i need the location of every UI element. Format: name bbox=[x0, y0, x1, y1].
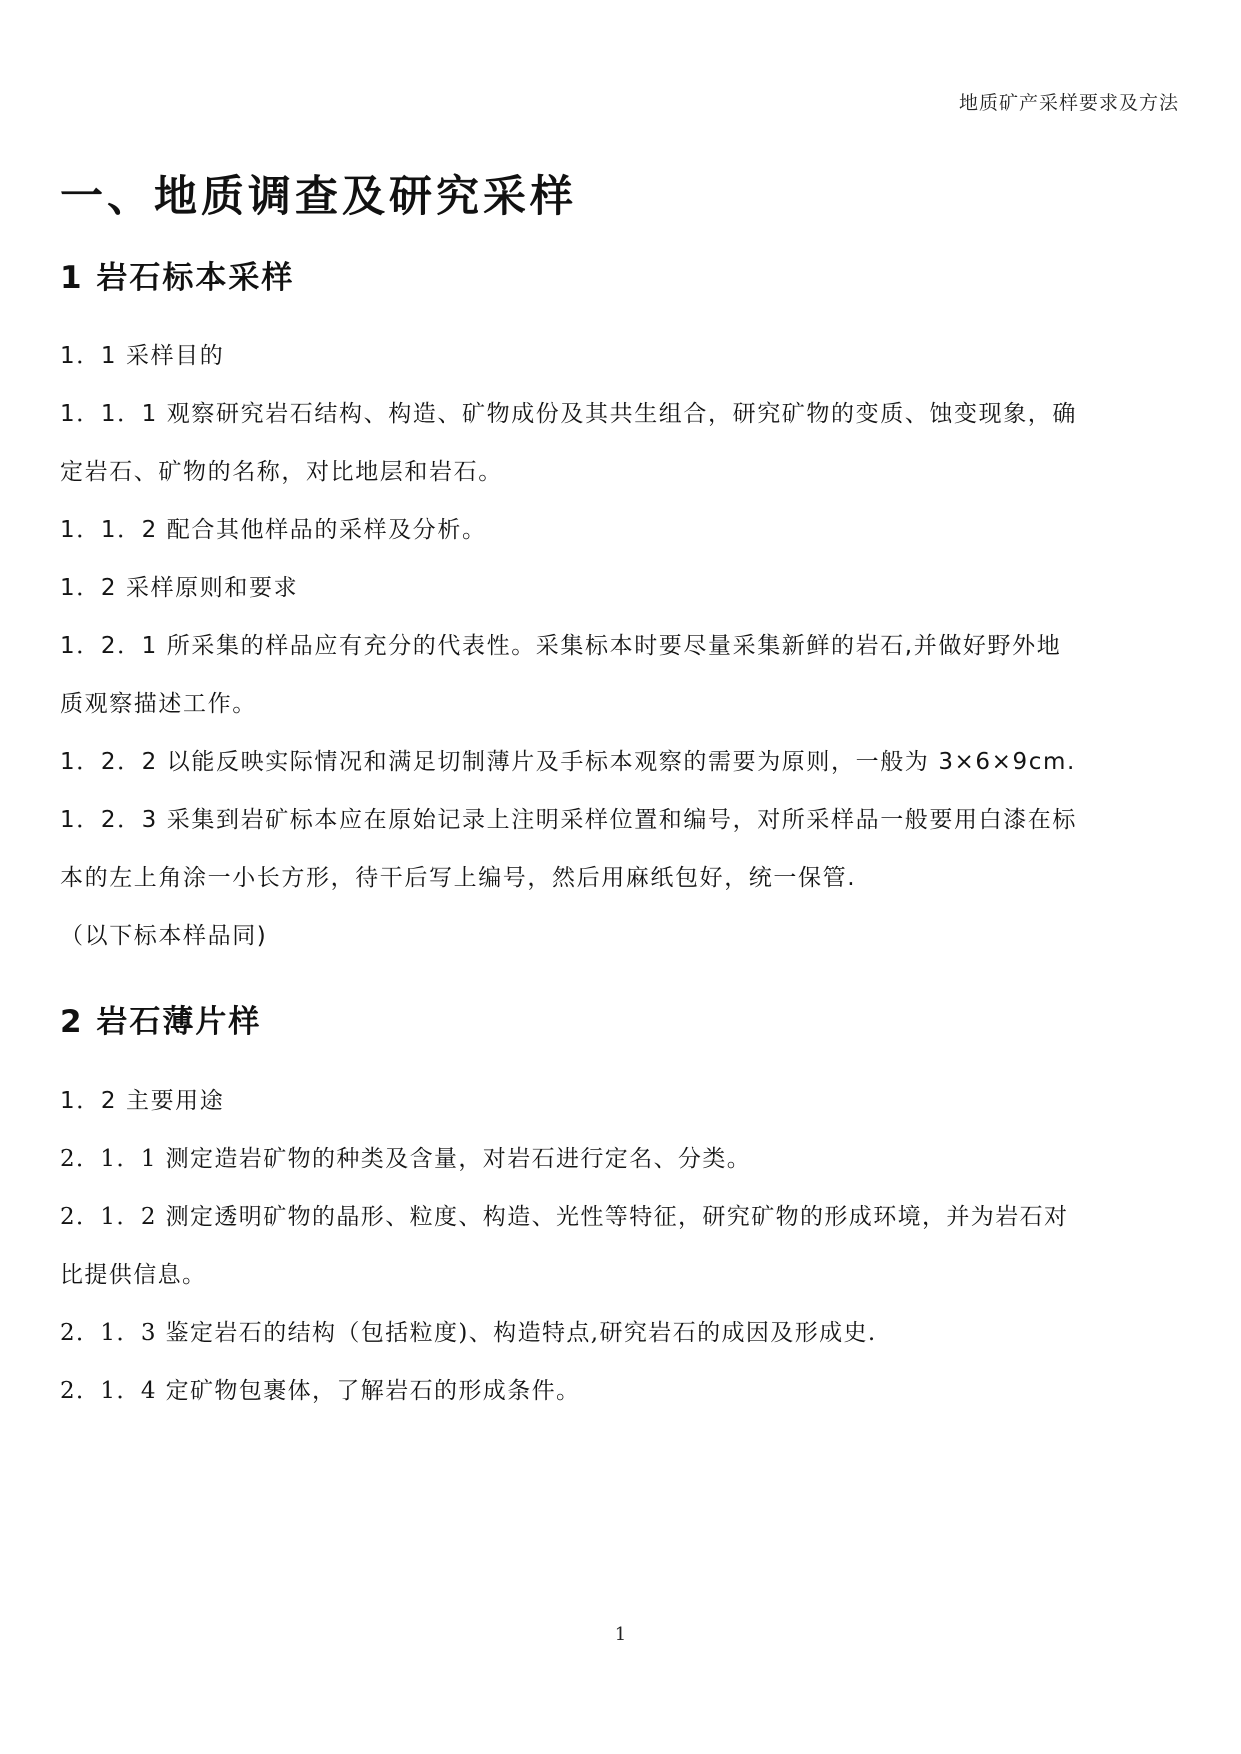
paragraph-line: 2．1．2 测定透明矿物的晶形、粒度、构造、光性等特征，研究矿物的形成环境，并为岩石对 bbox=[60, 1204, 1069, 1230]
paragraph-line: 1．1 采样目的 bbox=[60, 343, 225, 369]
paragraph-line: 1．2．2 以能反映实际情况和满足切制薄片及手标本观察的需要为原则，一般为 3×6×9cm. bbox=[60, 749, 1076, 775]
section-heading-thin-section: 2 岩石薄片样 bbox=[60, 1004, 262, 1040]
paragraph-line: 本的左上角涂一小长方形，待干后写上编号，然后用麻纸包好，统一保管. bbox=[60, 865, 857, 891]
running-header: 地质矿产采样要求及方法 bbox=[958, 92, 1179, 114]
paragraph-line: 2．1．3 鉴定岩石的结构（包括粒度)、构造特点,研究岩石的成因及形成史. bbox=[60, 1320, 877, 1346]
paragraph-line: 1．1．1 观察研究岩石结构、构造、矿物成份及其共生组合，研究矿物的变质、蚀变现象，确 bbox=[60, 401, 1078, 427]
paragraph-line: 1．2．3 采集到岩矿标本应在原始记录上注明采样位置和编号，对所采样品一般要用白漆在标 bbox=[60, 807, 1078, 833]
paragraph-line: 1．2 采样原则和要求 bbox=[60, 575, 299, 601]
paragraph-line: （以下标本样品同) bbox=[60, 923, 268, 949]
paragraph-line: 质观察描述工作。 bbox=[60, 691, 257, 717]
paragraph-line: 定岩石、矿物的名称，对比地层和岩石。 bbox=[60, 459, 503, 485]
paragraph-line: 1．2 主要用途 bbox=[60, 1088, 225, 1114]
paragraph-line: 2．1．1 测定造岩矿物的种类及含量，对岩石进行定名、分类。 bbox=[60, 1146, 752, 1172]
paragraph-line: 1．1．2 配合其他样品的采样及分析。 bbox=[60, 517, 487, 543]
paragraph-line: 1．2．1 所采集的样品应有充分的代表性。采集标本时要尽量采集新鲜的岩石,并做好野外地 bbox=[60, 633, 1062, 659]
page-title: 一、地质调查及研究采样 bbox=[60, 172, 577, 222]
page-number: 1 bbox=[614, 1624, 627, 1645]
section-heading-rock-specimen: 1 岩石标本采样 bbox=[60, 260, 295, 296]
paragraph-line: 比提供信息。 bbox=[60, 1262, 207, 1288]
paragraph-line: 2．1．4 定矿物包裹体，了解岩石的形成条件。 bbox=[60, 1378, 581, 1404]
